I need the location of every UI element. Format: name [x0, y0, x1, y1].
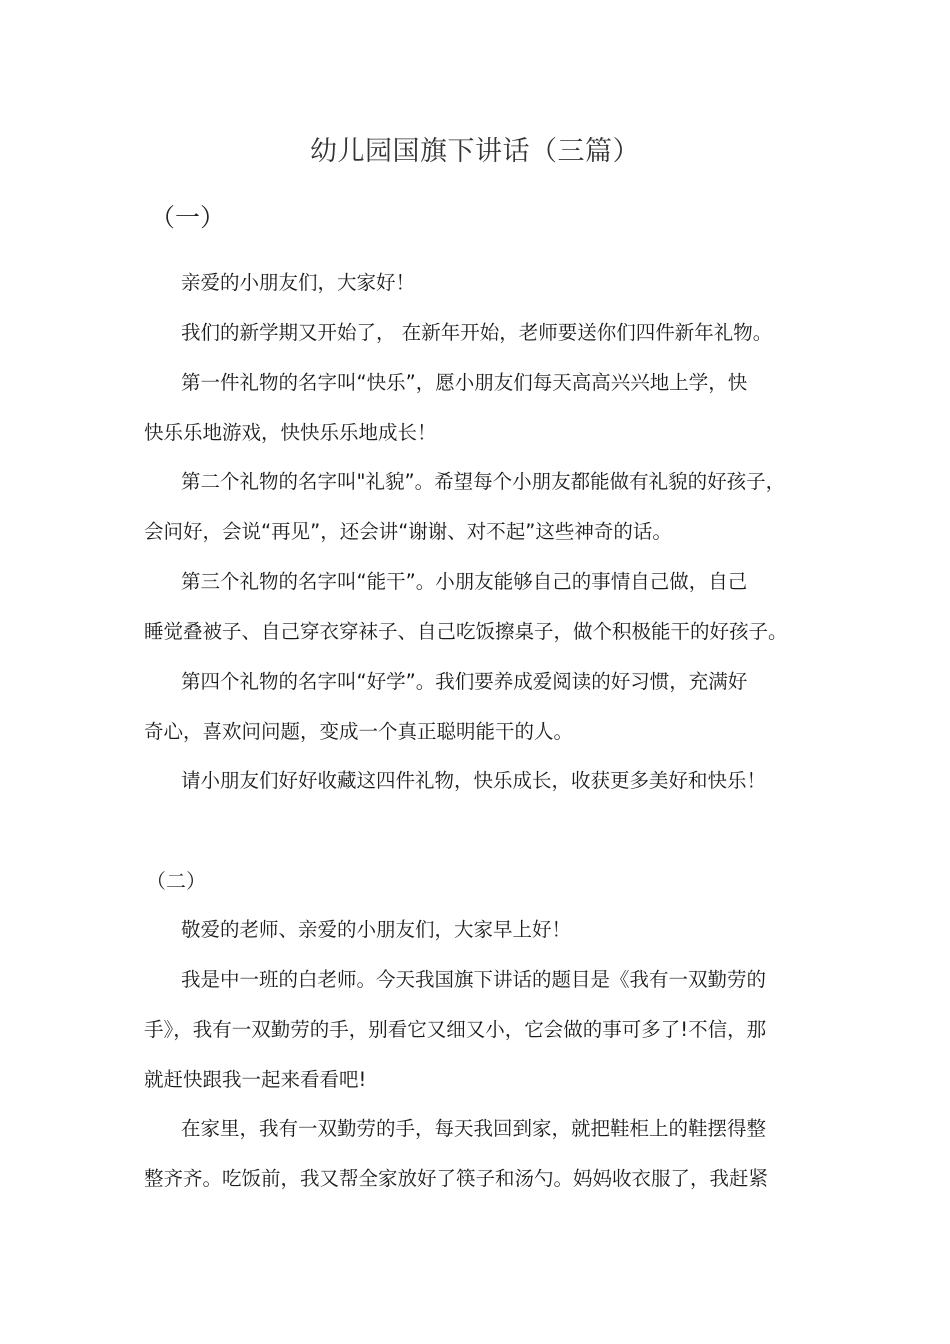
- paragraph-line: 会问好，会说“再见”，还会讲“谢谢、对不起”这些神奇的话。: [144, 520, 672, 543]
- paragraph-line: 奇心，喜欢问问题，变成一个真正聪明能干的人。: [144, 720, 574, 743]
- document-title: 幼儿园国旗下讲话（三篇）: [310, 136, 640, 167]
- paragraph-line: 请小朋友们好好收藏这四件礼物，快乐成长，收获更多美好和快乐！: [181, 769, 767, 792]
- paragraph-line: 就赶快跟我一起来看看吧!: [144, 1068, 367, 1091]
- paragraph-line: 我们的新学期又开始了， 在新年开始，老师要送你们四件新年礼物。: [181, 321, 773, 344]
- paragraph-line: 我是中一班的白老师。今天我国旗下讲话的题目是《我有一双勤劳的: [181, 968, 767, 991]
- paragraph-line: 在家里，我有一双勤劳的手，每天我回到家，就把鞋柜上的鞋摆得整: [181, 1117, 767, 1140]
- paragraph-line: 第四个礼物的名字叫“好学”。我们要养成爱阅读的好习惯，充满好: [181, 670, 748, 693]
- paragraph-line: 第三个礼物的名字叫“能干”。小朋友能够自己的事情自己做，自己: [181, 570, 748, 593]
- section-heading-1: （一）: [150, 203, 226, 232]
- paragraph-line: 快乐乐地游戏，快快乐乐地成长！: [144, 421, 437, 444]
- paragraph-line: 亲爱的小朋友们，大家好！: [181, 271, 416, 294]
- paragraph-line: 整齐齐。吃饭前，我又帮全家放好了筷子和汤勺。妈妈收衣服了，我赶紧: [144, 1167, 769, 1190]
- paragraph-line: 第一件礼物的名字叫“快乐”，愿小朋友们每天高高兴兴地上学，快: [181, 371, 748, 394]
- paragraph-line: 睡觉叠被子、自己穿衣穿袜子、自己吃饭擦桌子，做个积极能干的好孩子。: [144, 620, 788, 643]
- paragraph-line: 第二个礼物的名字叫"礼貌”。希望每个小朋友都能做有礼貌的好孩子，: [181, 470, 786, 493]
- paragraph-line: 手》，我有一双勤劳的手，别看它又细又小，它会做的事可多了!不信，那: [144, 1018, 767, 1041]
- section-heading-2: （二）: [146, 869, 206, 893]
- paragraph-line: 敬爱的老师、亲爱的小朋友们，大家早上好！: [181, 918, 572, 941]
